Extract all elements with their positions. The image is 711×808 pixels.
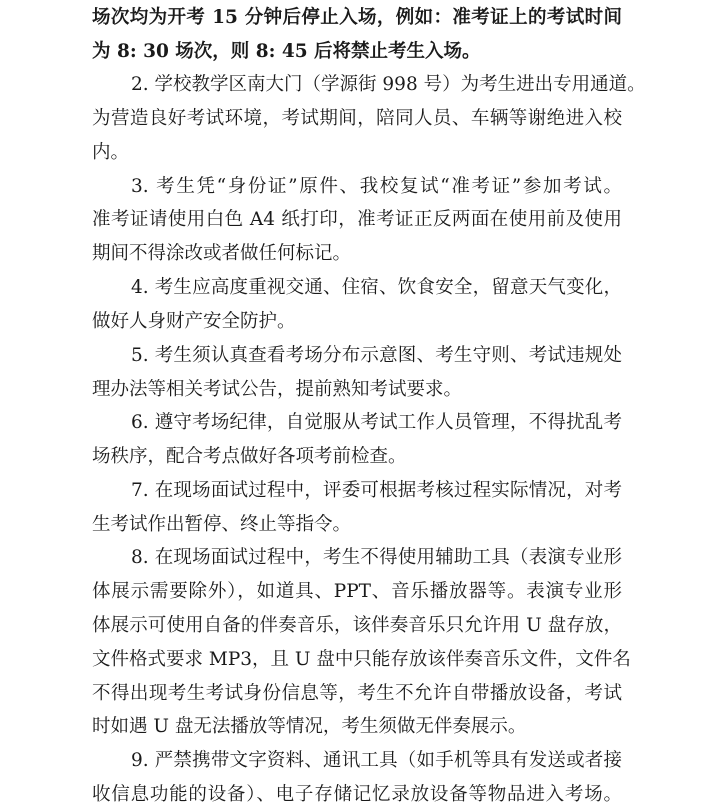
item-5-line-1: 5. 考生须认真查看考场分布示意图、考生守则、考试违规处 [131, 345, 622, 366]
text-line-1: 场次均为开考 15 分钟后停止入场，例如：准考证上的考试时间 [92, 7, 622, 28]
item-3-line-2: 准考证请使用白色 A4 纸打印，准考证正反两面在使用前及使用 [92, 209, 622, 230]
text-line-2: 为 8: 30 场次，则 8: 45 后将禁止考生入场。 [92, 41, 481, 62]
item-8-line-2: 体展示需要除外），如道具、PPT、音乐播放器等。表演专业形 [92, 581, 622, 602]
item-9-line-2: 收信息功能的设备）、电子存储记忆录放设备等物品进入考场。 [92, 784, 622, 805]
item-2-line-2: 为营造良好考试环境，考试期间，陪同人员、车辆等谢绝进入校 [92, 108, 622, 129]
item-6-line-2: 场秩序，配合考点做好各项考前检查。 [92, 446, 407, 467]
item-2-line-1: 2. 学校教学区南大门（学源街 998 号）为考生进出专用通道。 [131, 74, 646, 95]
item-7-line-2: 生考试作出暂停、终止等指令。 [92, 514, 352, 535]
item-4-line-1: 4. 考生应高度重视交通、住宿、饮食安全，留意天气变化， [131, 277, 622, 298]
item-8-line-4: 文件格式要求 MP3，且 U 盘中只能存放该伴奏音乐文件，文件名 [92, 649, 631, 670]
item-8-line-3: 体展示可使用自备的伴奏音乐，该伴奏音乐只允许用 U 盘存放， [92, 615, 622, 636]
item-3-line-1: 3. 考生凭“身份证”原件、我校复试“准考证”参加考试。 [131, 176, 622, 197]
item-9-line-1: 9. 严禁携带文字资料、通讯工具（如手机等具有发送或者接 [131, 750, 622, 771]
item-5-line-2: 理办法等相关考试公告，提前熟知考试要求。 [92, 379, 463, 400]
item-7-line-1: 7. 在现场面试过程中，评委可根据考核过程实际情况，对考 [131, 480, 622, 501]
item-8-line-1: 8. 在现场面试过程中，考生不得使用辅助工具（表演专业形 [131, 547, 622, 568]
item-6-line-1: 6. 遵守考场纪律，自觉服从考试工作人员管理，不得扰乱考 [131, 412, 622, 433]
item-8-line-6: 时如遇 U 盘无法播放等情况，考生须做无伴奏展示。 [92, 716, 527, 737]
item-8-line-5: 不得出现考生考试身份信息等，考生不允许自带播放设备，考试 [92, 683, 622, 704]
item-3-line-3: 期间不得涂改或者做任何标记。 [92, 243, 352, 264]
item-2-line-3: 内。 [92, 142, 130, 163]
item-4-line-2: 做好人身财产安全防护。 [92, 311, 296, 332]
